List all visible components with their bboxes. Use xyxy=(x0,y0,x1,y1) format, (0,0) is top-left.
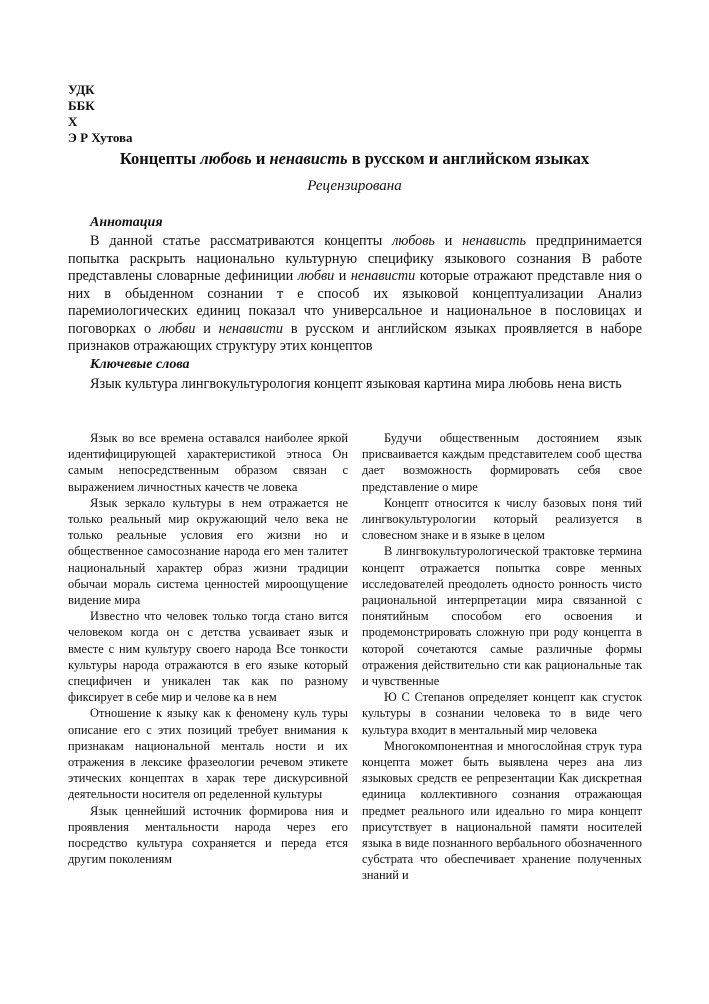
left-column xyxy=(68,430,348,867)
keywords-heading: Ключевые слова xyxy=(90,357,190,372)
index-letter: Х xyxy=(68,114,78,129)
annotation-hate: ненависть xyxy=(462,233,526,249)
title-hate: ненависть xyxy=(269,149,348,168)
annotation-and1: и xyxy=(434,233,463,249)
annotation-s2: предпринимается попытка раскрыть национально культурную специфику языкового сознания В работе представлены словарные дефиниции xyxy=(68,233,643,284)
title-part1: Концепты xyxy=(119,149,201,168)
left-paragraph: Язык ценнейший источник формирова ния и проявления ментальности народа через его посредство культура сохраняется и переда ется другим поколениям xyxy=(68,803,348,867)
review-status: Рецензирована xyxy=(307,178,402,194)
left-paragraph: Известно что человек только тогда стано вится человеком когда он с детства усваивает язык и вместе с ним культуру своего народа Все тонкости культуры народа отражаются в его языке который специфичен и уникален так как по разному фиксирует в себе мир и челове ка в нем xyxy=(68,609,348,705)
annotation-s1: В данной статье рассматриваются концепты xyxy=(90,233,393,249)
title-and: и xyxy=(251,149,270,168)
annotation-hate3: ненависти xyxy=(218,320,284,337)
left-paragraph: Язык зеркало культуры в нем отражается не только реальный мир окружающий чело века не только реальные условия его жизни но и общественное самосознание народа его мен талитет национальный характер образ жизни традиции обычаи мораль система ценностей мироощущение видение мира xyxy=(68,495,348,608)
right-paragraph: Будучи общественным достоянием язык присваивается каждым представителем сооб щества дает возможность формировать себя свое представление о мире xyxy=(362,431,642,494)
left-paragraph: Язык во все времена оставался наиболее яркой идентифицирующей характеристикой этноса Он самым непосредственным образом связан с выражением личностных качеств че ловека xyxy=(68,431,348,494)
annotation-hate2: ненависти xyxy=(350,268,416,284)
keywords-text xyxy=(68,376,642,394)
annotation-love: любовь xyxy=(392,233,435,249)
annotation-love3: любви xyxy=(158,320,196,337)
article-title xyxy=(0,149,709,169)
right-paragraph: Концепт относится к числу базовых поня тий лингвокультурологии который реализуется в словесном знаке и в языке в целом xyxy=(362,495,642,543)
right-paragraph: Многокомпонентная и многослойная струк тура концепта может быть выявлена через ана лиз языковых средств ее репрезентации Как дискретная единица коллективного сознания отражающая предмет реального или идеально го мира концепт присутствует в национальной памяти носителей языка в виде познанного вербального обозначенного субстрата что обеспечивает хранение полученных знаний и xyxy=(362,738,642,883)
right-paragraph: Ю С Степанов определяет концепт как сгусток культуры в сознании человека то в виде чего культура входит в ментальный мир человека xyxy=(362,690,642,737)
annotation-and2: и xyxy=(334,268,351,284)
annotation-text xyxy=(68,233,642,356)
left-paragraph: Отношение к языку как к феномену куль туры описание его с этих позиций требует внимания к признакам национальной менталь ности и их отражения в лексике фразеологии речевом этикете этических концептах в харак тере дискурсивной деятельности носителя оп ределенной культуры xyxy=(68,706,348,802)
keywords-list: Язык культура лингвокультурология концепт языковая картина мира любовь нена висть xyxy=(90,376,622,392)
annotation-love2: любви xyxy=(297,268,335,284)
right-column xyxy=(362,430,642,884)
right-paragraph: В лингвокультурологической трактовке термина концепт отражается попытка совре менных исследователей преодолеть односто ронность чисто рациональной интерпретации мира связанной с понятийным способом его освоения и продемонстрировать сложную при роду концепта в которой сочетаются самые различные формы отражения действительно сти как рациональные так и чувственные xyxy=(362,544,642,689)
udk-label: УДК xyxy=(68,82,95,97)
title-part2: в русском и английском языках xyxy=(347,149,590,168)
title-love: любовь xyxy=(200,149,252,168)
annotation-s3: которые отражают представле ния о них в обыденном сознании т е способ их языковой концептуализации Анализ паремиологических единиц показал что универсальное и национальное в пословицах и поговорках о xyxy=(68,268,643,337)
author-name: Э Р Хутова xyxy=(68,130,133,145)
annotation-heading: Аннотация xyxy=(90,215,163,230)
annotation-s4: в русском и английском языках проявляется в наборе признаков отражающих структуру этих концептов xyxy=(68,320,642,354)
annotation-and3: и xyxy=(195,320,219,337)
bbk-label: ББК xyxy=(68,98,95,113)
